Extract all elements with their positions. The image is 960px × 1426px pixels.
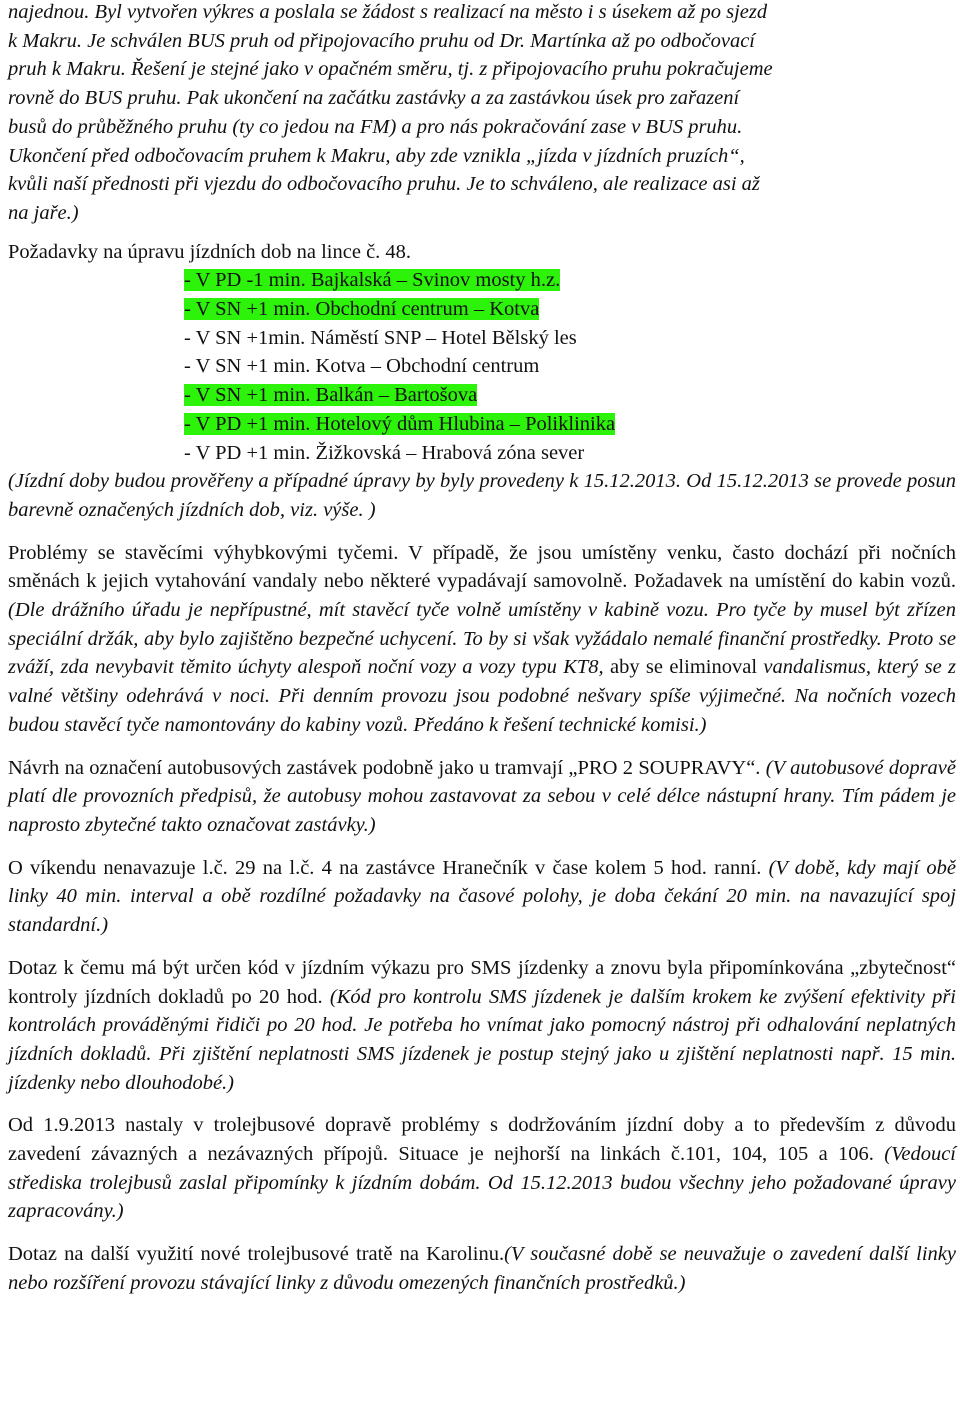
- bus-stops-text: Návrh na označení autobusových zastávek podobně jako u tramvají „PRO 2 SOUPRAVY“.: [8, 756, 766, 779]
- switch-bars-answer-2: vandalismus, který se z valné většiny odehrává v noci. Při denním provozu jsou podobné nešvary spíše výjimečné. Na nočních vozech budou stavěcí tyče namontovány do kabiny vozů. Předáno k řešení technické komisi.): [8, 656, 956, 736]
- switch-bars-text-2: aby se eliminoval: [603, 656, 764, 679]
- bus-stops-answer: (V autobusové dopravě platí dle provozních předpisů, že autobusy mohou zastavovat za sebou v celé délce nástupní hrany. Tím pádem je naprosto zbytečné takto označovat zastávky.): [8, 756, 956, 836]
- requests-note-text: (Jízdní doby budou prověřeny a případné úpravy by byly provedeny k 15.12.2013. Od 15.12.2013 se provede posun barevně označených jízdních dob, viz. výše. ): [8, 470, 956, 521]
- intro-line-2: k Makru. Je schválen BUS pruh od připojovacího pruhu od Dr. Martínka až po odbočovací: [8, 29, 755, 52]
- request-item-3: - V SN +1min. Náměstí SNP – Hotel Bělský les: [184, 326, 577, 349]
- weekend-answer: (V době, kdy mají obě linky 40 min. interval a obě rozdílné požadavky na časové polohy, je doba čekání 20 min. na navazující spoj standardní.): [8, 856, 956, 937]
- intro-line-6: Ukončení před odbočovacím pruhem k Makru, aby zde vznikla „jízda v jízdních pruzích“,: [8, 144, 745, 167]
- sms-text: Dotaz k čemu má být určen kód v jízdním výkazu pro SMS jízdenky a znovu byla připomínkována „zbytečnost“ kontroly jízdních dokladů po 20 hod.: [8, 956, 956, 1008]
- intro-line-4: rovně do BUS pruhu. Pak ukončení na začátku zastávky a za zastávkou úsek pro zařazení: [8, 87, 740, 110]
- request-item-4: - V SN +1 min. Kotva – Obchodní centrum: [184, 355, 540, 378]
- paragraph-trolleybus: [8, 1111, 956, 1226]
- paragraph-weekend: [8, 854, 956, 940]
- paragraph-karolina: [8, 1240, 956, 1297]
- intro-line-3: pruh k Makru. Řešení je stejné jako v opačném směru, tj. z připojovacího pruhu pokračujeme: [8, 58, 773, 81]
- karolina-text: Dotaz na další využití nové trolejbusové tratě na Karolinu.: [8, 1243, 505, 1266]
- sms-answer: (Kód pro kontrolu SMS jízdenek je dalším krokem ke zvýšení efektivity při kontrolách prováděnými řidiči po 20 hod. Je potřeba ho vnímat jako pomocný nástroj při odhalování neplatných jízdních dokladů. Při zjištění neplatnosti SMS jízdenek je postup stejný jako u zjištění neplatnosti např. 15 min. jízdenky nebo dlouhodobé.): [8, 985, 957, 1094]
- intro-line-5: busů do průběžného pruhu (ty co jedou na FM) a pro nás pokračování zase v BUS pruhu.: [8, 115, 743, 138]
- karolina-answer: (V současné době se neuvažuje o zavedení další linky nebo rozšíření provozu stávající linky z důvodu omezených finančních prostředků.): [8, 1243, 956, 1294]
- paragraph-switch-bars: [8, 539, 956, 740]
- list-item: [184, 324, 956, 353]
- list-item: [184, 410, 956, 439]
- list-item: [184, 352, 956, 381]
- list-item: [184, 439, 956, 468]
- intro-line-8: na jaře.): [8, 201, 79, 224]
- list-item: [184, 381, 956, 410]
- trolleybus-text: Od 1.9.2013 nastaly v trolejbusové dopravě problémy s dodržováním jízdní doby a to především z důvodu zavedení závazných a nezávazných přípojů. Situace je nejhorší na linkách č.101, 104, 105 a 106.: [8, 1114, 956, 1166]
- request-item-6: - V PD +1 min. Hotelový dům Hlubina – Poliklinika: [184, 412, 616, 435]
- requests-list: [8, 266, 956, 467]
- requests-title: Požadavky na úpravu jízdních dob na lince č. 48.: [8, 240, 412, 263]
- request-item-1: - V PD -1 min. Bajkalská – Svinov mosty h.z.: [184, 269, 561, 292]
- intro-paragraph: [8, 0, 956, 228]
- switch-bars-answer: (Dle drážního úřadu je nepřípustné, mít stavěcí tyče volně umístěny v kabině vozu. Pro tyče by musel být zřízen speciální držák, aby bylo zajištěno bezpečné uchycení. To by si však vyžádalo nemalé finanční prostředky. Proto se zváží, zda nevybavit těmito úchyty alespoň noční vozy a vozy typu KT8,: [8, 599, 956, 679]
- list-item: [184, 295, 956, 324]
- list-item: [184, 266, 956, 295]
- weekend-text: O víkendu nenavazuje l.č. 29 na l.č. 4 na zastávce Hranečník v čase kolem 5 hod. ranní.: [8, 856, 769, 879]
- intro-line-1: najednou. Byl vytvořen výkres a poslala se žádost s realizací na město i s úsekem až po sjezd: [8, 1, 768, 23]
- trolleybus-answer: (Vedoucí střediska trolejbusů zaslal připomínky k jízdním dobám. Od 15.12.2013 budou všechny jeho požadované úpravy zapracovány.): [8, 1143, 956, 1223]
- document-page: [8, 0, 956, 1298]
- intro-line-7: kvůli naší přednosti při vjezdu do odbočovacího pruhu. Je to schváleno, ale realizace asi až: [8, 173, 760, 196]
- request-item-5: - V SN +1 min. Balkán – Bartošova: [184, 384, 478, 407]
- paragraph-bus-stops: [8, 754, 956, 840]
- paragraph-sms: [8, 954, 956, 1098]
- switch-bars-text: Problémy se stavěcími výhybkovými tyčemi. V případě, že jsou umístěny venku, často dochází při nočních směnách k jejich vytahování vandaly nebo některé vypadávají samovolně. Požadavek na umístění do kabin vozů.: [8, 541, 956, 593]
- requests-note: [8, 467, 956, 524]
- request-item-2: - V SN +1 min. Obchodní centrum – Kotva: [184, 298, 540, 321]
- request-item-7: - V PD +1 min. Žižkovská – Hrabová zóna sever: [184, 441, 585, 464]
